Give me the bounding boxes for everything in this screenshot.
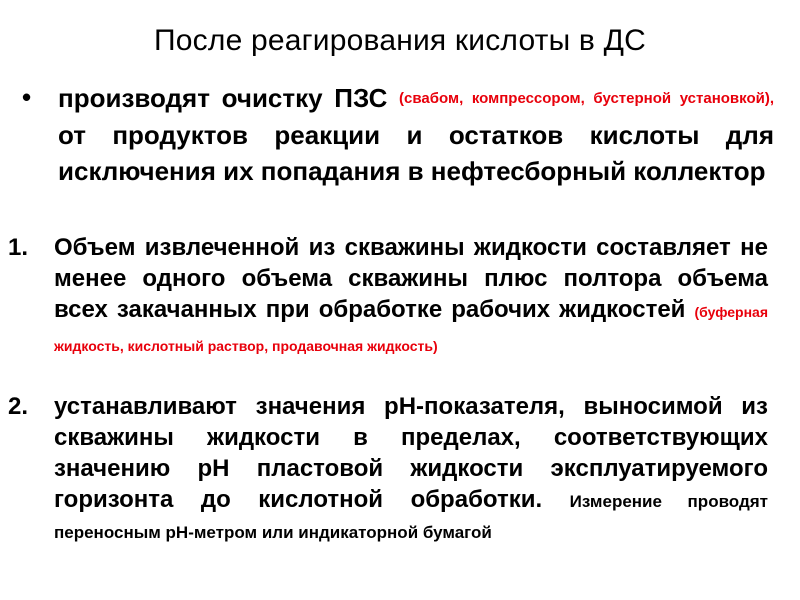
bullet-lead: производят очистку ПЗС <box>58 83 388 113</box>
bullet-rest: от продуктов реакции и остатков кислоты для исключения их попадания в нефтесборный коллектор <box>58 120 774 186</box>
item-note: (буферная жидкость, кислотный раствор, продавочная жидкость) <box>54 304 769 354</box>
item-text <box>54 232 768 362</box>
bullet-marker: • <box>22 82 32 112</box>
item-note: Измерение проводят переносным рН-метром или индикаторной бумагой <box>54 492 768 542</box>
slide-title: После реагирования кислоты в ДС <box>154 24 646 57</box>
bullet-parenthetical: (свабом, компрессором, бустерной установкой), <box>399 90 774 107</box>
bullet-point <box>22 80 774 189</box>
item-text <box>54 391 768 546</box>
item-number: 2. <box>8 393 29 420</box>
item-body: Объем извлеченной из скважины жидкости составляет не менее одного объема скважины плюс полтора объема всех закачанных при обработке рабочих жидкостей <box>54 234 768 323</box>
bullet-text <box>58 80 774 189</box>
numbered-item-2 <box>8 391 768 546</box>
item-body: устанавливают значения рН-показателя, выносимой из скважины жидкости в пределах, соответствующих значению рН пластовой жидкости эксплуатируемого горизонта до кислотной обработки. <box>54 393 768 513</box>
item-number: 1. <box>8 234 29 261</box>
numbered-item-1 <box>8 232 768 362</box>
